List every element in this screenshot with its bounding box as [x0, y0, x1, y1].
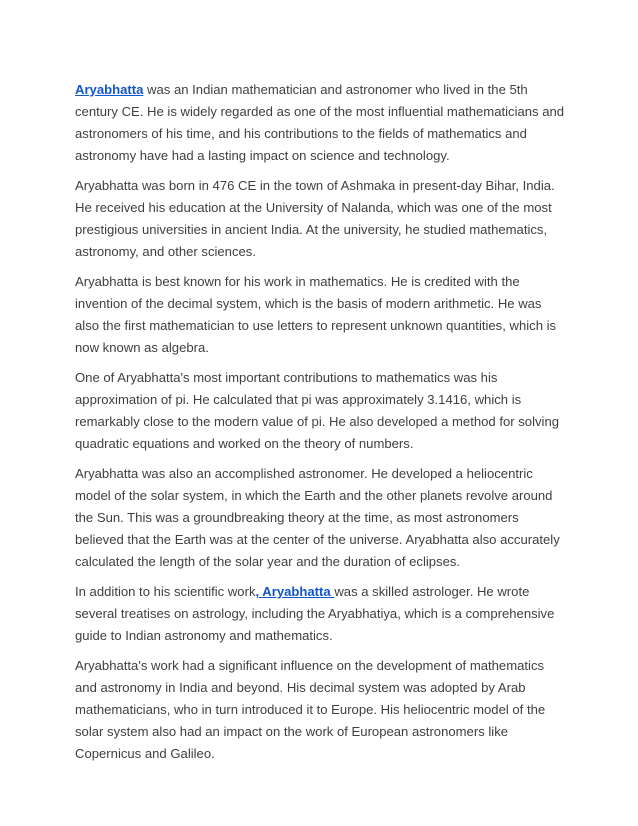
paragraph-intro: [75, 79, 565, 167]
aryabhatta-link[interactable]: Aryabhatta: [75, 82, 144, 97]
paragraph-astrology-before: In addition to his scientific work: [75, 584, 256, 599]
paragraph-mathematics: Aryabhatta is best known for his work in mathematics. He is credited with the invention of the decimal system, which is the basis of modern arithmetic. He was also the first mathematician to use letters to represent unknown quantities, which is now known as algebra.: [75, 274, 557, 355]
paragraph-influence: Aryabhatta's work had a significant influence on the development of mathematics and astronomy in India and beyond. His decimal system was adopted by Arab mathematicians, who in turn introduced it to Europe. His heliocentric model of the solar system also had an impact on the work of European astronomers like Copernicus and Galileo.: [75, 658, 546, 761]
paragraph-astrology-after: was a skilled astrologer. He wrote several treatises on astrology, including the Aryabhatiya, which is a comprehensive guide to Indian astronomy and mathematics.: [75, 584, 555, 643]
document-body: [75, 79, 565, 773]
paragraph-astronomy: Aryabhatta was also an accomplished astronomer. He developed a heliocentric model of the solar system, in which the Earth and the other planets revolve around the Sun. This was a groundbreaking theory at the time, as most astronomers believed that the Earth was at the center of the universe. Aryabhatta also accurately calculated the length of the solar year and the duration of eclipses.: [75, 466, 560, 569]
paragraph-early-life: Aryabhatta was born in 476 CE in the town of Ashmaka in present-day Bihar, India. He received his education at the University of Nalanda, which was one of the most prestigious universities in ancient India. At the university, he studied mathematics, astronomy, and other sciences.: [75, 178, 555, 259]
paragraph-astrology: [75, 581, 565, 647]
aryabhatta-inline-link[interactable]: , Aryabhatta: [255, 584, 335, 599]
paragraph-pi: One of Aryabhatta's most important contributions to mathematics was his approximation of pi. He calculated that pi was approximately 3.1416, which is remarkably close to the modern value of pi. He also developed a method for solving quadratic equations and worked on the theory of numbers.: [75, 370, 560, 451]
paragraph-intro-text: was an Indian mathematician and astronomer who lived in the 5th century CE. He is widely regarded as one of the most influential mathematicians and astronomers of his time, and his contributions to the fields of mathematics and astronomy have had a lasting impact on science and technology.: [75, 82, 565, 163]
